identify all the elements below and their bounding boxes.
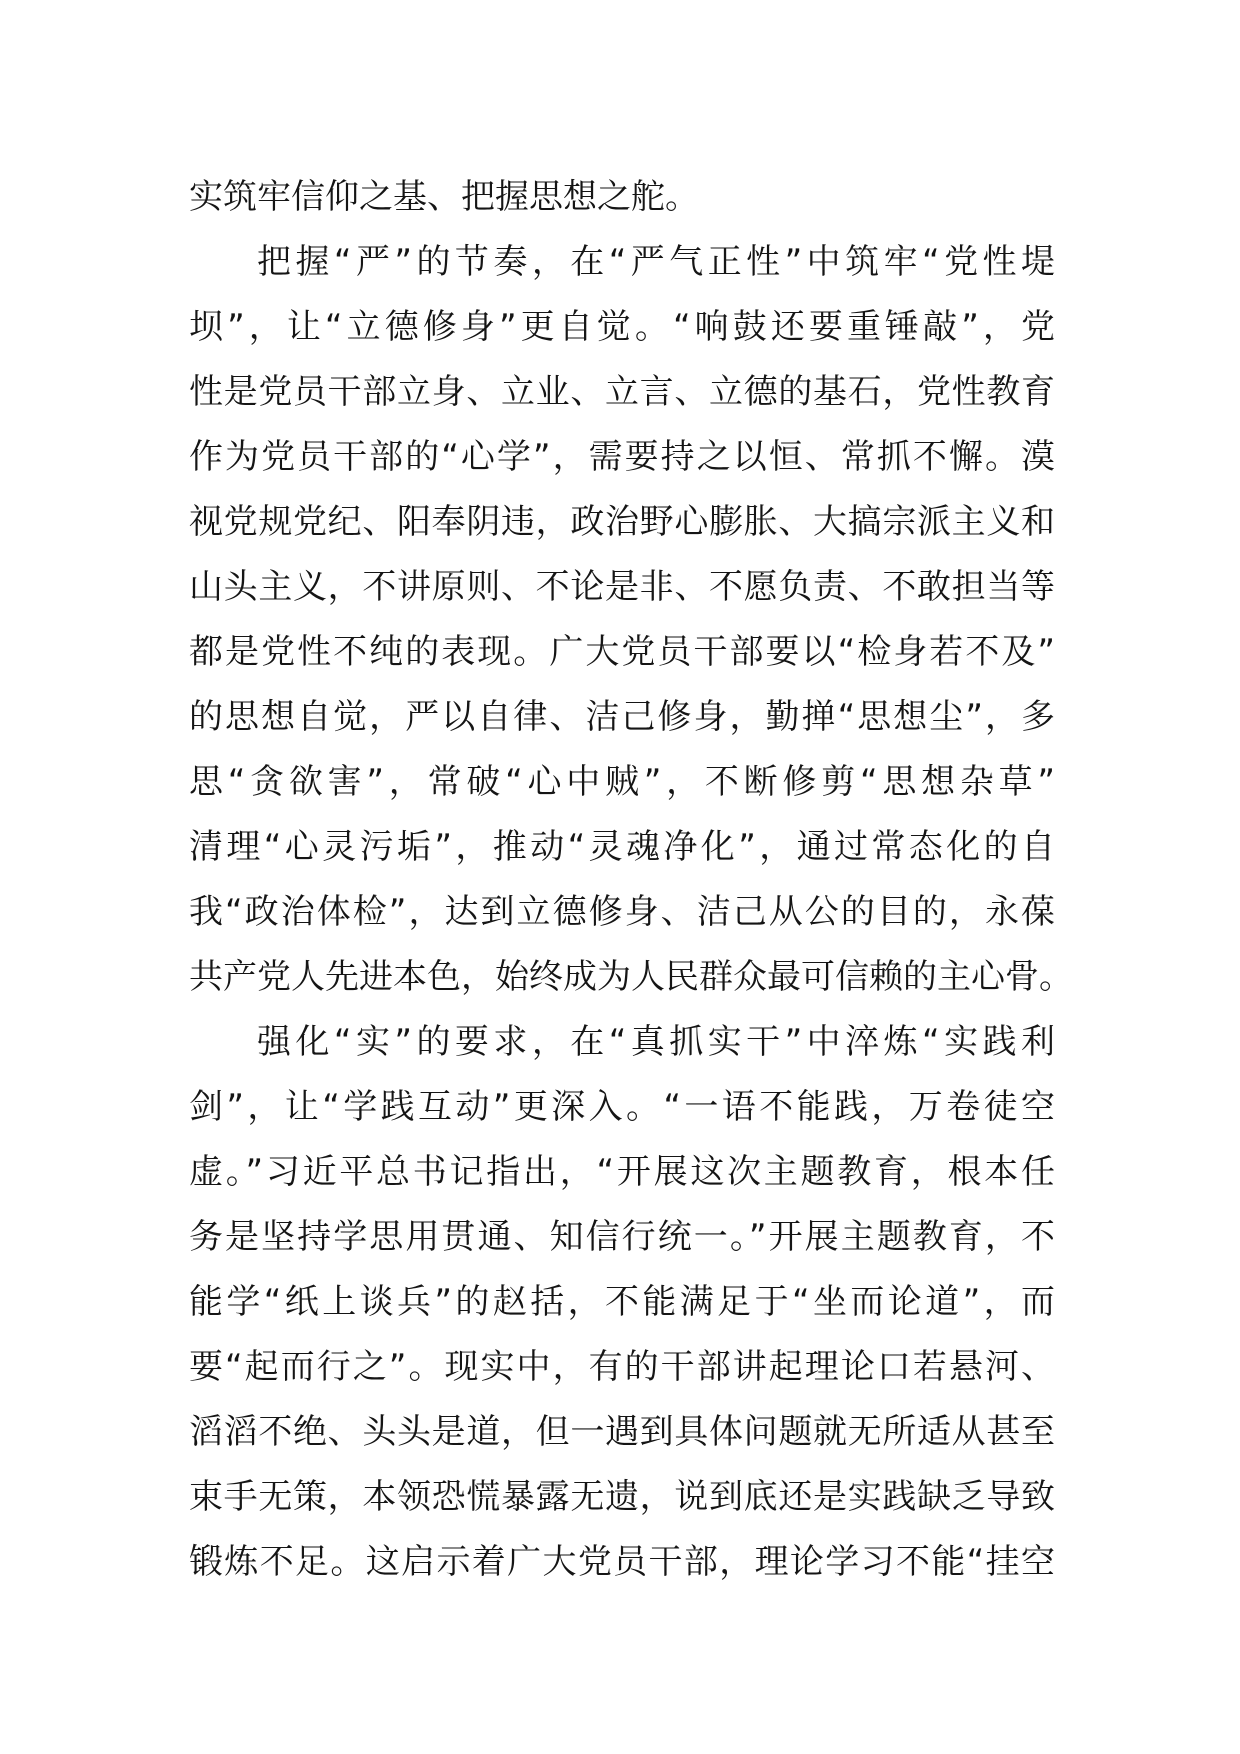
text-line: 剑”，让“学践互动”更深入。“一语不能践，万卷徒空 <box>189 1087 1055 1127</box>
text-line: 滔滔不绝、头头是道，但一遇到具体问题就无所适从甚至 <box>189 1412 1055 1452</box>
paragraph-first-line: 强化“实”的要求，在“真抓实干”中淬炼“实践利 <box>257 1022 1055 1062</box>
text-line: 实筑牢信仰之基、把握思想之舵。 <box>189 177 699 217</box>
text-line: 清理“心灵污垢”，推动“灵魂净化”，通过常态化的自 <box>189 827 1055 867</box>
paragraph-first-line: 把握“严”的节奏，在“严气正性”中筑牢“党性堤 <box>257 242 1055 282</box>
text-line: 的思想自觉，严以自律、洁己修身，勤掸“思想尘”，多 <box>189 697 1055 737</box>
text-line: 能学“纸上谈兵”的赵括，不能满足于“坐而论道”，而 <box>189 1282 1055 1322</box>
text-line: 作为党员干部的“心学”，需要持之以恒、常抓不懈。漠 <box>189 437 1055 477</box>
paragraph-last-line: 共产党人先进本色，始终成为人民群众最可信赖的主心骨。 <box>189 957 1073 997</box>
text-line: 我“政治体检”，达到立德修身、洁己从公的目的，永葆 <box>189 892 1055 932</box>
text-line: 要“起而行之”。现实中，有的干部讲起理论口若悬河、 <box>189 1347 1055 1387</box>
text-line: 思“贪欲害”，常破“心中贼”，不断修剪“思想杂草” <box>189 762 1055 802</box>
text-line: 锻炼不足。这启示着广大党员干部，理论学习不能“挂空 <box>189 1542 1055 1582</box>
text-line: 束手无策，本领恐慌暴露无遗，说到底还是实践缺乏导致 <box>189 1477 1055 1517</box>
text-line: 山头主义，不讲原则、不论是非、不愿负责、不敢担当等 <box>189 567 1055 607</box>
text-line: 务是坚持学思用贯通、知信行统一。”开展主题教育，不 <box>189 1217 1055 1257</box>
text-line: 虚。”习近平总书记指出，“开展这次主题教育，根本任 <box>189 1152 1055 1192</box>
text-line: 视党规党纪、阳奉阴违，政治野心膨胀、大搞宗派主义和 <box>189 502 1055 542</box>
body-text <box>189 165 1073 1595</box>
text-line: 都是党性不纯的表现。广大党员干部要以“检身若不及” <box>189 632 1055 672</box>
text-line: 坝”，让“立德修身”更自觉。“响鼓还要重锤敲”，党 <box>189 307 1055 347</box>
text-line: 性是党员干部立身、立业、立言、立德的基石，党性教育 <box>189 372 1055 412</box>
